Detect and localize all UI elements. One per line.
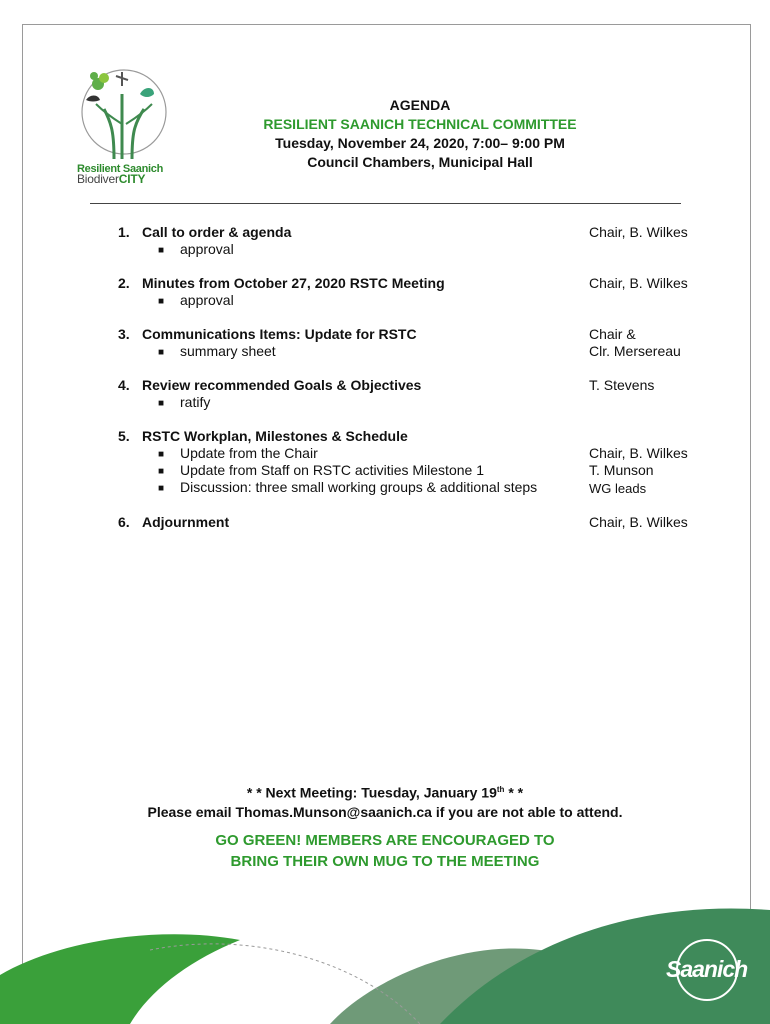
next-meeting-sup: th [496, 785, 505, 794]
agenda-item-6-presenter: Chair, B. Wilkes [589, 514, 688, 530]
bullet-icon: ■ [158, 449, 165, 460]
sub-item-text: Discussion: three small working groups & additional steps [180, 479, 538, 495]
agenda-item-5-sub-2 [158, 462, 484, 480]
agenda-item-6 [118, 514, 229, 531]
go-green-notice [110, 830, 660, 872]
committee-name: RESILIENT SAANICH TECHNICAL COMMITTEE [263, 116, 577, 132]
item-title: Review recommended Goals & Objectives [142, 377, 422, 393]
agenda-item-1-presenter: Chair, B. Wilkes [589, 224, 688, 240]
agenda-item-3-presenter-2: Clr. Mersereau [589, 343, 681, 359]
item-number: 1. [118, 224, 130, 240]
bullet-icon: ■ [158, 483, 165, 494]
agenda-item-2 [118, 275, 445, 292]
agenda-item-4-sub-1 [158, 394, 210, 412]
bullet-icon: ■ [158, 347, 165, 358]
agenda-title: AGENDA [389, 97, 451, 113]
next-meeting-line [110, 780, 660, 803]
agenda-item-5-sub-3 [158, 479, 537, 497]
bullet-icon: ■ [158, 245, 165, 256]
item-number: 4. [118, 377, 130, 393]
sub-item-text: approval [180, 292, 234, 308]
item-number: 2. [118, 275, 130, 291]
agenda-item-3 [118, 326, 417, 343]
next-meeting-notice [110, 780, 660, 822]
item-number: 3. [118, 326, 130, 342]
go-green-line-2: BRING THEIR OWN MUG TO THE MEETING [230, 853, 540, 870]
header-divider [90, 203, 681, 204]
sub-item-text: Update from the Chair [180, 445, 318, 461]
item-number: 5. [118, 428, 130, 444]
decorative-hills [0, 880, 770, 1024]
meeting-date: Tuesday, November 24, 2020, 7:00– 9:00 PM [275, 135, 565, 151]
agenda-header [200, 96, 640, 172]
agenda-item-5-presenter-3: WG leads [589, 481, 647, 496]
sub-item-text: Update from Staff on RSTC activities Milestone 1 [180, 462, 484, 478]
agenda-item-5-presenter-2: T. Munson [589, 462, 654, 478]
agenda-item-3-sub-1 [158, 343, 276, 361]
bullet-icon: ■ [158, 296, 165, 307]
item-number: 6. [118, 514, 130, 530]
logo-text-resilient: Resilient Saanich [77, 163, 163, 175]
sub-item-text: ratify [180, 394, 211, 410]
agenda-item-1 [118, 224, 291, 241]
agenda-item-4 [118, 377, 421, 394]
bullet-icon: ■ [158, 398, 165, 409]
item-title: Call to order & agenda [142, 224, 292, 240]
agenda-item-5-presenter-1: Chair, B. Wilkes [589, 445, 688, 461]
bullet-icon: ■ [158, 466, 165, 477]
agenda-item-5-sub-1 [158, 445, 318, 463]
item-title: Adjournment [142, 514, 230, 530]
sub-item-text: approval [180, 241, 234, 257]
next-meeting-prefix: * * Next Meeting: Tuesday, January 19 [246, 784, 497, 801]
meeting-location: Council Chambers, Municipal Hall [307, 154, 533, 170]
email-notice: Please email Thomas.Munson@saanich.ca if you are not able to attend. [147, 803, 623, 820]
sub-item-text: summary sheet [180, 343, 276, 359]
saanich-logo: Saanich [666, 956, 748, 982]
agenda-item-2-presenter: Chair, B. Wilkes [589, 275, 688, 291]
logo-text-suffix: CITY [118, 172, 146, 186]
agenda-item-5 [118, 428, 408, 445]
go-green-line-1: GO GREEN! MEMBERS ARE ENCOURAGED TO [215, 832, 555, 849]
agenda-item-2-sub-1 [158, 292, 234, 310]
agenda-item-3-presenter-1: Chair & [589, 326, 636, 342]
item-title: Communications Items: Update for RSTC [142, 326, 417, 342]
agenda-item-1-sub-1 [158, 241, 234, 259]
next-meeting-suffix: * * [504, 784, 524, 801]
logo-text-biodivercity [77, 172, 145, 186]
item-title: RSTC Workplan, Milestones & Schedule [142, 428, 408, 444]
item-title: Minutes from October 27, 2020 RSTC Meeting [142, 275, 445, 291]
agenda-item-4-presenter: T. Stevens [589, 377, 655, 393]
logo-text-prefix: Biodiver [77, 172, 119, 186]
